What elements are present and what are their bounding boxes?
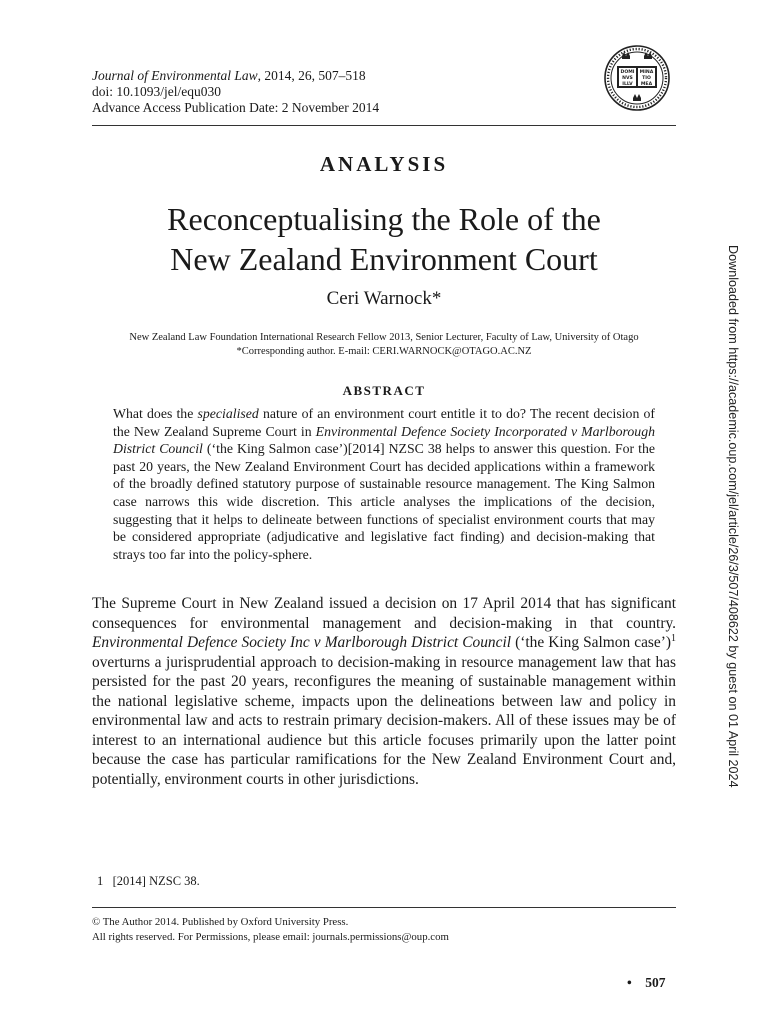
seal-text: TIO (642, 76, 651, 81)
journal-volume: , 2014, 26, 507–518 (257, 68, 366, 83)
seal-text: MEA (640, 82, 653, 87)
journal-citation (92, 68, 379, 84)
abstract-emphasis: specialised (197, 406, 259, 421)
title-line: New Zealand Environment Court (170, 241, 598, 277)
abstract-segment: What does the (113, 406, 198, 421)
abstract-segment: (‘the King Salmon case’)[2014] NZSC 38 helps to answer this question. For the past 20 years, the New Zealand Environment Court has decided applications within a framework of the broadly defined statutory purpose of sustainable resource management. The King Salmon case narrows this wide discretion. This article analyses the implications of the decision, suggesting that it helps to delineate between functions of specialist environment courts that may be considered appropriate (adjudicative and legislative fact finding) and decision-making that strays too far into the policy-sphere. (113, 441, 656, 562)
university-seal-icon (603, 44, 671, 112)
journal-header (92, 68, 379, 116)
page-number-value: 507 (645, 975, 666, 990)
doi-link[interactable]: doi: 10.1093/jel/equ030 (92, 84, 221, 99)
copyright-line: © The Author 2014. Published by Oxford University Press. (92, 916, 349, 928)
footnote-text: [2014] NZSC 38. (112, 874, 200, 888)
abstract-heading: ABSTRACT (342, 383, 426, 398)
advance-access-date: Advance Access Publication Date: 2 November 2014 (92, 100, 380, 115)
seal-text: DOMI (620, 70, 635, 75)
body-segment: (‘the King Salmon case’) (511, 634, 671, 651)
author-affiliation (92, 331, 676, 359)
body-segment: The Supreme Court in New Zealand issued a decision on 17 April 2014 that has significant consequences for environmental management and decision-making in that country. (92, 595, 676, 632)
body-paragraph (92, 594, 676, 789)
page-number (627, 975, 665, 991)
abstract-text (113, 405, 655, 563)
download-watermark (720, 245, 744, 788)
title-line: Reconceptualising the Role of the (167, 201, 601, 237)
body-segment: overturns a jurisprudential approach to decision-making in resource management law that has persisted for the past 20 years, reconfigures the meaning of sustainable management within the national legislative scheme, impacts upon the delineations between law and policy in environmental law and acts to restrain primary decision-makers. All of these issues may be of interest to an international audience but this article focuses primarily upon the latter point because the case has particular ramifications for the New Zealand Environment Court and, potentially, environment courts in other jurisdictions. (92, 653, 676, 788)
body-case-name: Environmental Defence Society Inc v Marlborough District Council (92, 634, 512, 651)
abstract-segment: nature of an environment court entitle it to do? The recent decision of the New Zealand Supreme Court in (113, 406, 655, 439)
affiliation-text: New Zealand Law Foundation International Research Fellow 2013, Senior Lecturer, Faculty of Law, University of Otago (129, 332, 639, 343)
article-title (92, 199, 676, 279)
footer-divider (92, 907, 676, 908)
seal-text: NVS (622, 76, 633, 81)
footnote-reference[interactable]: 1 (670, 632, 676, 644)
seal-text: ILLV (622, 82, 633, 87)
seal-text: MINA (639, 70, 654, 75)
journal-name: Journal of Environmental Law (92, 68, 258, 83)
section-label: ANALYSIS (319, 152, 449, 176)
footnote-number: 1 (97, 874, 104, 888)
header-divider (92, 125, 676, 126)
footnote (97, 874, 200, 889)
copyright-notice (92, 915, 449, 945)
corresponding-author: *Corresponding author. E-mail: CERI.WARNOCK@OTAGO.AC.NZ (236, 346, 532, 357)
author-name: Ceri Warnock* (326, 288, 442, 309)
permissions-line: All rights reserved. For Permissions, please email: journals.permissions@oup.com (92, 931, 449, 943)
page-bullet: • (627, 975, 632, 990)
download-watermark-text: Downloaded from https://academic.oup.com/jel/article/26/3/507/408622 by guest on 01 April 2024 (726, 245, 740, 788)
abstract-case-name: Environmental Defence Society Incorporated v Marlborough District Council (113, 423, 656, 457)
